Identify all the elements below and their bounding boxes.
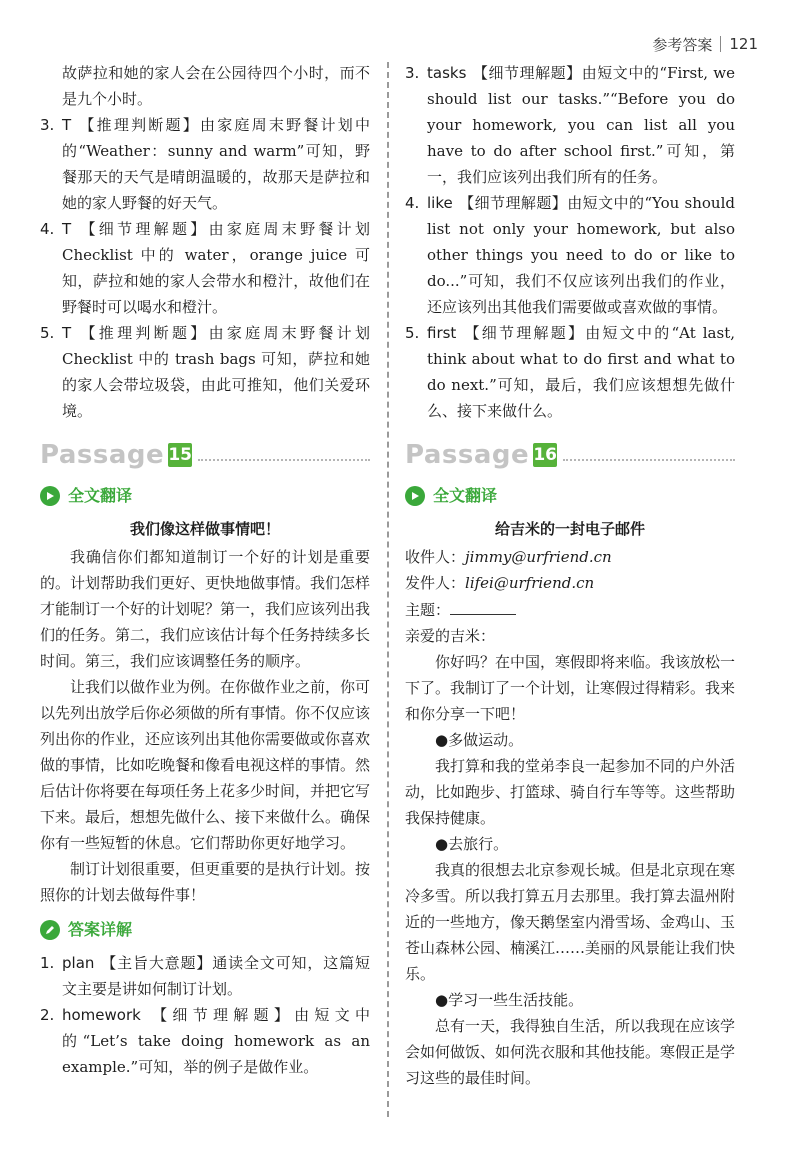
answer-value: T [62, 116, 72, 134]
email-subject-label: 主题： [405, 601, 451, 619]
answer-explanation: 【推理判断题】由家庭周末野餐计划中的“Weather：sunny and warm”可知，野餐那天的天气是晴朗温暖的，故那天是萨拉和她的家人野餐的好天气。 [62, 116, 370, 212]
passage-15-heading [40, 438, 370, 472]
answer-explanation: 【细节理解题】由短文中的“At last, think about what to do first and what to do next.”可知，最后，我们应该想想先做什么、接下来做什么。 [427, 324, 735, 420]
passage-16-heading [405, 438, 735, 472]
answer-value: homework [62, 1006, 141, 1024]
answer-item [40, 950, 370, 1002]
answer-value: first [427, 324, 457, 342]
item-number: 2. [40, 1006, 55, 1024]
email-from-address: lifei@urfriend.cn [465, 574, 595, 592]
answer-item [40, 320, 370, 424]
continued-text: 故萨拉和她的家人会在公园待四个小时，而不是九个小时。 [62, 64, 370, 108]
answer-item [405, 190, 735, 320]
passage-number-badge: 15 [168, 445, 192, 465]
translation-heading-label: 全文翻译 [68, 486, 133, 505]
header-separator [720, 36, 721, 52]
dotted-rule [563, 458, 735, 461]
answers-heading-label: 答案详解 [68, 920, 133, 939]
email-subject [405, 596, 735, 623]
left-column [40, 60, 370, 1080]
item-number: 1. [40, 954, 55, 972]
answer-item [40, 216, 370, 320]
email-greeting: 亲爱的吉米： [405, 627, 496, 645]
item-number: 5. [405, 324, 420, 342]
answer-explanation: 【细节理解题】由短文中的“First, we should list our tasks.”“Before you do your homework, you can list all you have to do after school first.”可知，第一，我们应该列出我们所有的任务。 [427, 64, 735, 186]
answers-heading [40, 916, 370, 944]
item-number: 5. [40, 324, 55, 342]
answer-explanation: 【细节理解题】由短文中的“Let’s take doing homework as an example.”可知，举的例子是做作业。 [62, 1006, 370, 1076]
answer-explanation: 【推理判断题】由家庭周末野餐计划Checklist 中的 trash bags 可知，萨拉和她的家人会带垃圾袋，由此可推知，他们关爱环境。 [62, 324, 370, 420]
email-from [405, 570, 735, 596]
bullet-heading: ●去旅行。 [435, 835, 509, 853]
article-title: 给吉米的一封电子邮件 [494, 520, 645, 538]
passage-number-badge: 16 [533, 445, 557, 465]
paragraph: 制订计划很重要，但更重要的是执行计划。按照你的计划去做每件事！ [40, 860, 371, 904]
play-icon [405, 486, 425, 506]
paragraph: 让我们以做作业为例。在你做作业之前，你可以先列出放学后你必须做的所有事情。你不仅应该列出你的作业，还应该列出其他你需要做或你喜欢做的事情，比如吃晚餐和像看电视这样的事情。然后估计你将要在每项任务上花多少时间，并把它写下来。最后，想想先做什么、接下来做什么。确保你有一些短暂的休息。它们帮助你更好地学习。 [40, 678, 371, 852]
answer-value: tasks [427, 64, 467, 82]
translation-heading-label: 全文翻译 [433, 486, 498, 505]
answer-item [40, 112, 370, 216]
answer-value: T [62, 220, 72, 238]
article-title: 我们像这样做事情吧！ [129, 520, 280, 538]
dotted-rule [198, 458, 370, 461]
column-divider [387, 62, 389, 1117]
answer-value: T [62, 324, 72, 342]
subject-blank [450, 596, 516, 615]
item-number: 4. [40, 220, 55, 238]
item-number: 3. [40, 116, 55, 134]
page-number: 121 [729, 35, 758, 53]
page-header [652, 30, 758, 58]
header-section-title: 参考答案 [652, 35, 713, 54]
right-column [405, 60, 735, 1091]
translation-heading [40, 482, 370, 510]
answer-explanation: 【细节理解题】由家庭周末野餐计划Checklist 中的 water，orange juice 可知，萨拉和她的家人会带水和橙汁，故他们在野餐时可以喝水和橙汁。 [62, 220, 370, 316]
translation-heading [405, 482, 735, 510]
email-to [405, 544, 735, 570]
answer-value: plan [62, 954, 95, 972]
play-icon [40, 486, 60, 506]
paragraph: 我真的很想去北京参观长城。但是北京现在寒冷多雪。所以我打算五月去那里。我打算去温州附近的一些地方，像天鹅堡室内滑雪场、金鸡山、玉苍山森林公园、楠溪江……美丽的风景能让我们快乐。 [405, 861, 736, 983]
answer-explanation: 【细节理解题】由短文中的“You should list not only your homework, but also other things you need to do or like to do...”可知，我们不仅应该列出我们的作业，还应该列出其他我们需要做或喜欢做的事情。 [427, 194, 735, 316]
email-to-address: jimmy@urfriend.cn [465, 548, 612, 566]
email-to-label: 收件人： [405, 548, 466, 566]
answer-explanation: 【主旨大意题】通读全文可知，这篇短文主要是讲如何制订计划。 [62, 954, 370, 998]
bullet-heading: ●学习一些生活技能。 [435, 991, 584, 1009]
email-from-label: 发件人： [405, 574, 466, 592]
bullet-heading: ●多做运动。 [435, 731, 524, 749]
paragraph: 我确信你们都知道制订一个好的计划是重要的。计划帮助我们更好、更快地做事情。我们怎样才能制订一个好的计划呢？第一，我们应该列出我们的任务。第二，我们应该估计每个任务持续多长时间。第三，我们应该调整任务的顺序。 [40, 548, 371, 670]
answer-value: like [427, 194, 453, 212]
item-number: 4. [405, 194, 420, 212]
paragraph: 总有一天，我得独自生活，所以我现在应该学会如何做饭、如何洗衣服和其他技能。寒假正是学习这些的最佳时间。 [405, 1017, 736, 1087]
answer-item [405, 60, 735, 190]
paragraph: 你好吗？在中国，寒假即将来临。我该放松一下了。我制订了一个计划，让寒假过得精彩。我来和你分享一下吧！ [405, 653, 736, 723]
answer-item [40, 1002, 370, 1080]
passage-word: Passage [405, 440, 530, 470]
item-number: 3. [405, 64, 420, 82]
paragraph: 我打算和我的堂弟李良一起参加不同的户外活动，比如跑步、打篮球、骑自行车等等。这些帮助我保持健康。 [405, 757, 736, 827]
answer-item [405, 320, 735, 424]
passage-word: Passage [40, 440, 165, 470]
pencil-icon [40, 920, 60, 940]
